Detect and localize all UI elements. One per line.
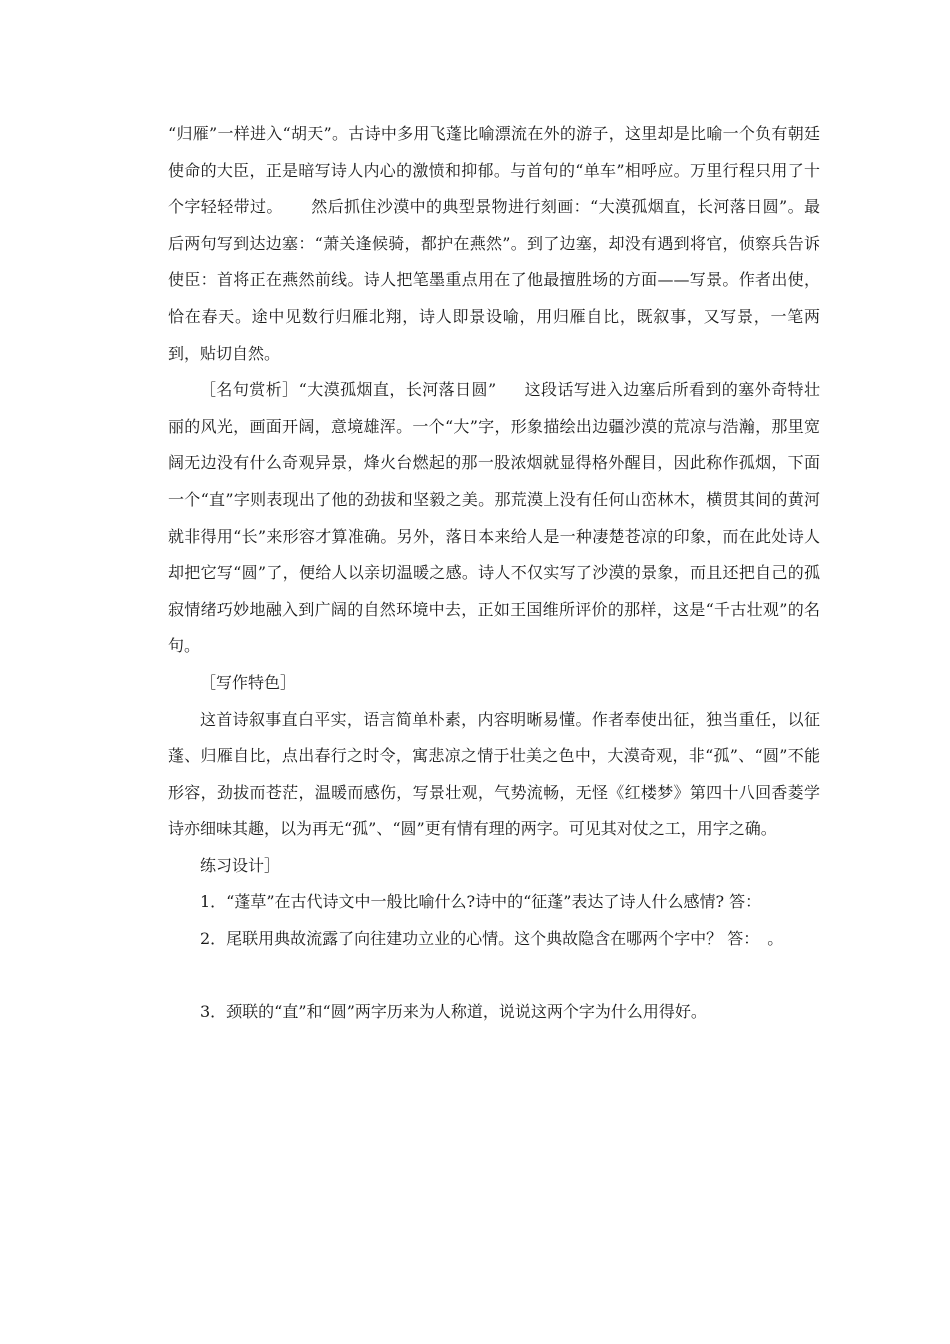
question-2: 2．尾联用典故流露了向往建功立业的心情。这个典故隐含在哪两个字中？ 答： 。 (200, 929, 784, 949)
paragraph-analysis-text: “归雁”一样进入“胡天”。古诗中多用飞蓬比喻漂流在外的游子，这里却是比喻一个负有朝廷使命的大臣，正是暗写诗人内心的激愤和抑郁。与首句的“单车”相呼应。万里行程只用了十个字轻轻带过。 (168, 124, 820, 217)
document-body (168, 116, 820, 1030)
paragraph-analysis (168, 116, 820, 372)
question-3: 3．颈联的“直”和“圆”两字历来为人称道，说说这两个字为什么用得好。 (200, 1001, 707, 1021)
question-1: 1．“蓬草”在古代诗文中一般比喻什么?诗中的“征蓬”表达了诗人什么感情? 答： (200, 892, 762, 912)
famous-line-body: 这段话写进入边塞后所看到的塞外奇特壮丽的风光，画面开阔，意境雄浑。一个“大”字，形象描绘出边疆沙漠的荒凉与浩瀚，那里宽阔无边没有什么奇观异景，烽火台燃起的那一股浓烟就显得格外醒目，因此称作孤烟，下面一个“直”字则表现出了他的劲拔和坚毅之美。那荒漠上没有任何山峦林木，横贯其间的黄河就非得用“长”来形容才算准确。另外，落日本来给人是一种凄楚苍凉的印象，而在此处诗人却把它写“圆”了，便给人以亲切温暖之感。诗人不仅实写了沙漠的景象，而且还把自己的孤寂情绪巧妙地融入到广阔的自然环境中去，正如王国维所评价的那样，这是“千古壮观”的名句。 (168, 380, 820, 656)
heading-writing-features: ［写作特色］ (200, 672, 297, 692)
paragraph-analysis-continued: 然后抓住沙漠中的典型景物进行刻画：“大漠孤烟直，长河落日圆”。最后两句写到达边塞：“萧关逢候骑，都护在燕然”。到了边塞，却没有遇到将官，侦察兵告诉使臣：首将正在燕然前线。诗人把笔墨重点用在了他最擅胜场的方面——写景。作者出使，恰在春天。途中见数行归雁北翔，诗人即景设喻，用归雁自比，既叙事，又写景，一笔两到，贴切自然。 (168, 197, 820, 363)
paragraph-famous-line (168, 372, 820, 665)
answer-space (168, 958, 820, 994)
paragraph-writing-features: 这首诗叙事直白平实，语言简单朴素，内容明晰易懂。作者奉使出征，独当重任，以征蓬、归雁自比，点出春行之时令，寓悲凉之情于壮美之色中，大漠奇观，非“孤”、“圆”不能形容，劲拔而苍茫，温暖而感伤，写景壮观，气势流畅，无怪《红楼梦》第四十八回香菱学诗亦细味其趣，以为再无“孤”、“圆”更有情有理的两字。可见其对仗之工，用字之确。 (168, 709, 820, 839)
famous-line-lead: ［名句赏析］“大漠孤烟直，长河落日圆” (200, 380, 497, 400)
heading-exercises: 练习设计］ (200, 855, 281, 875)
